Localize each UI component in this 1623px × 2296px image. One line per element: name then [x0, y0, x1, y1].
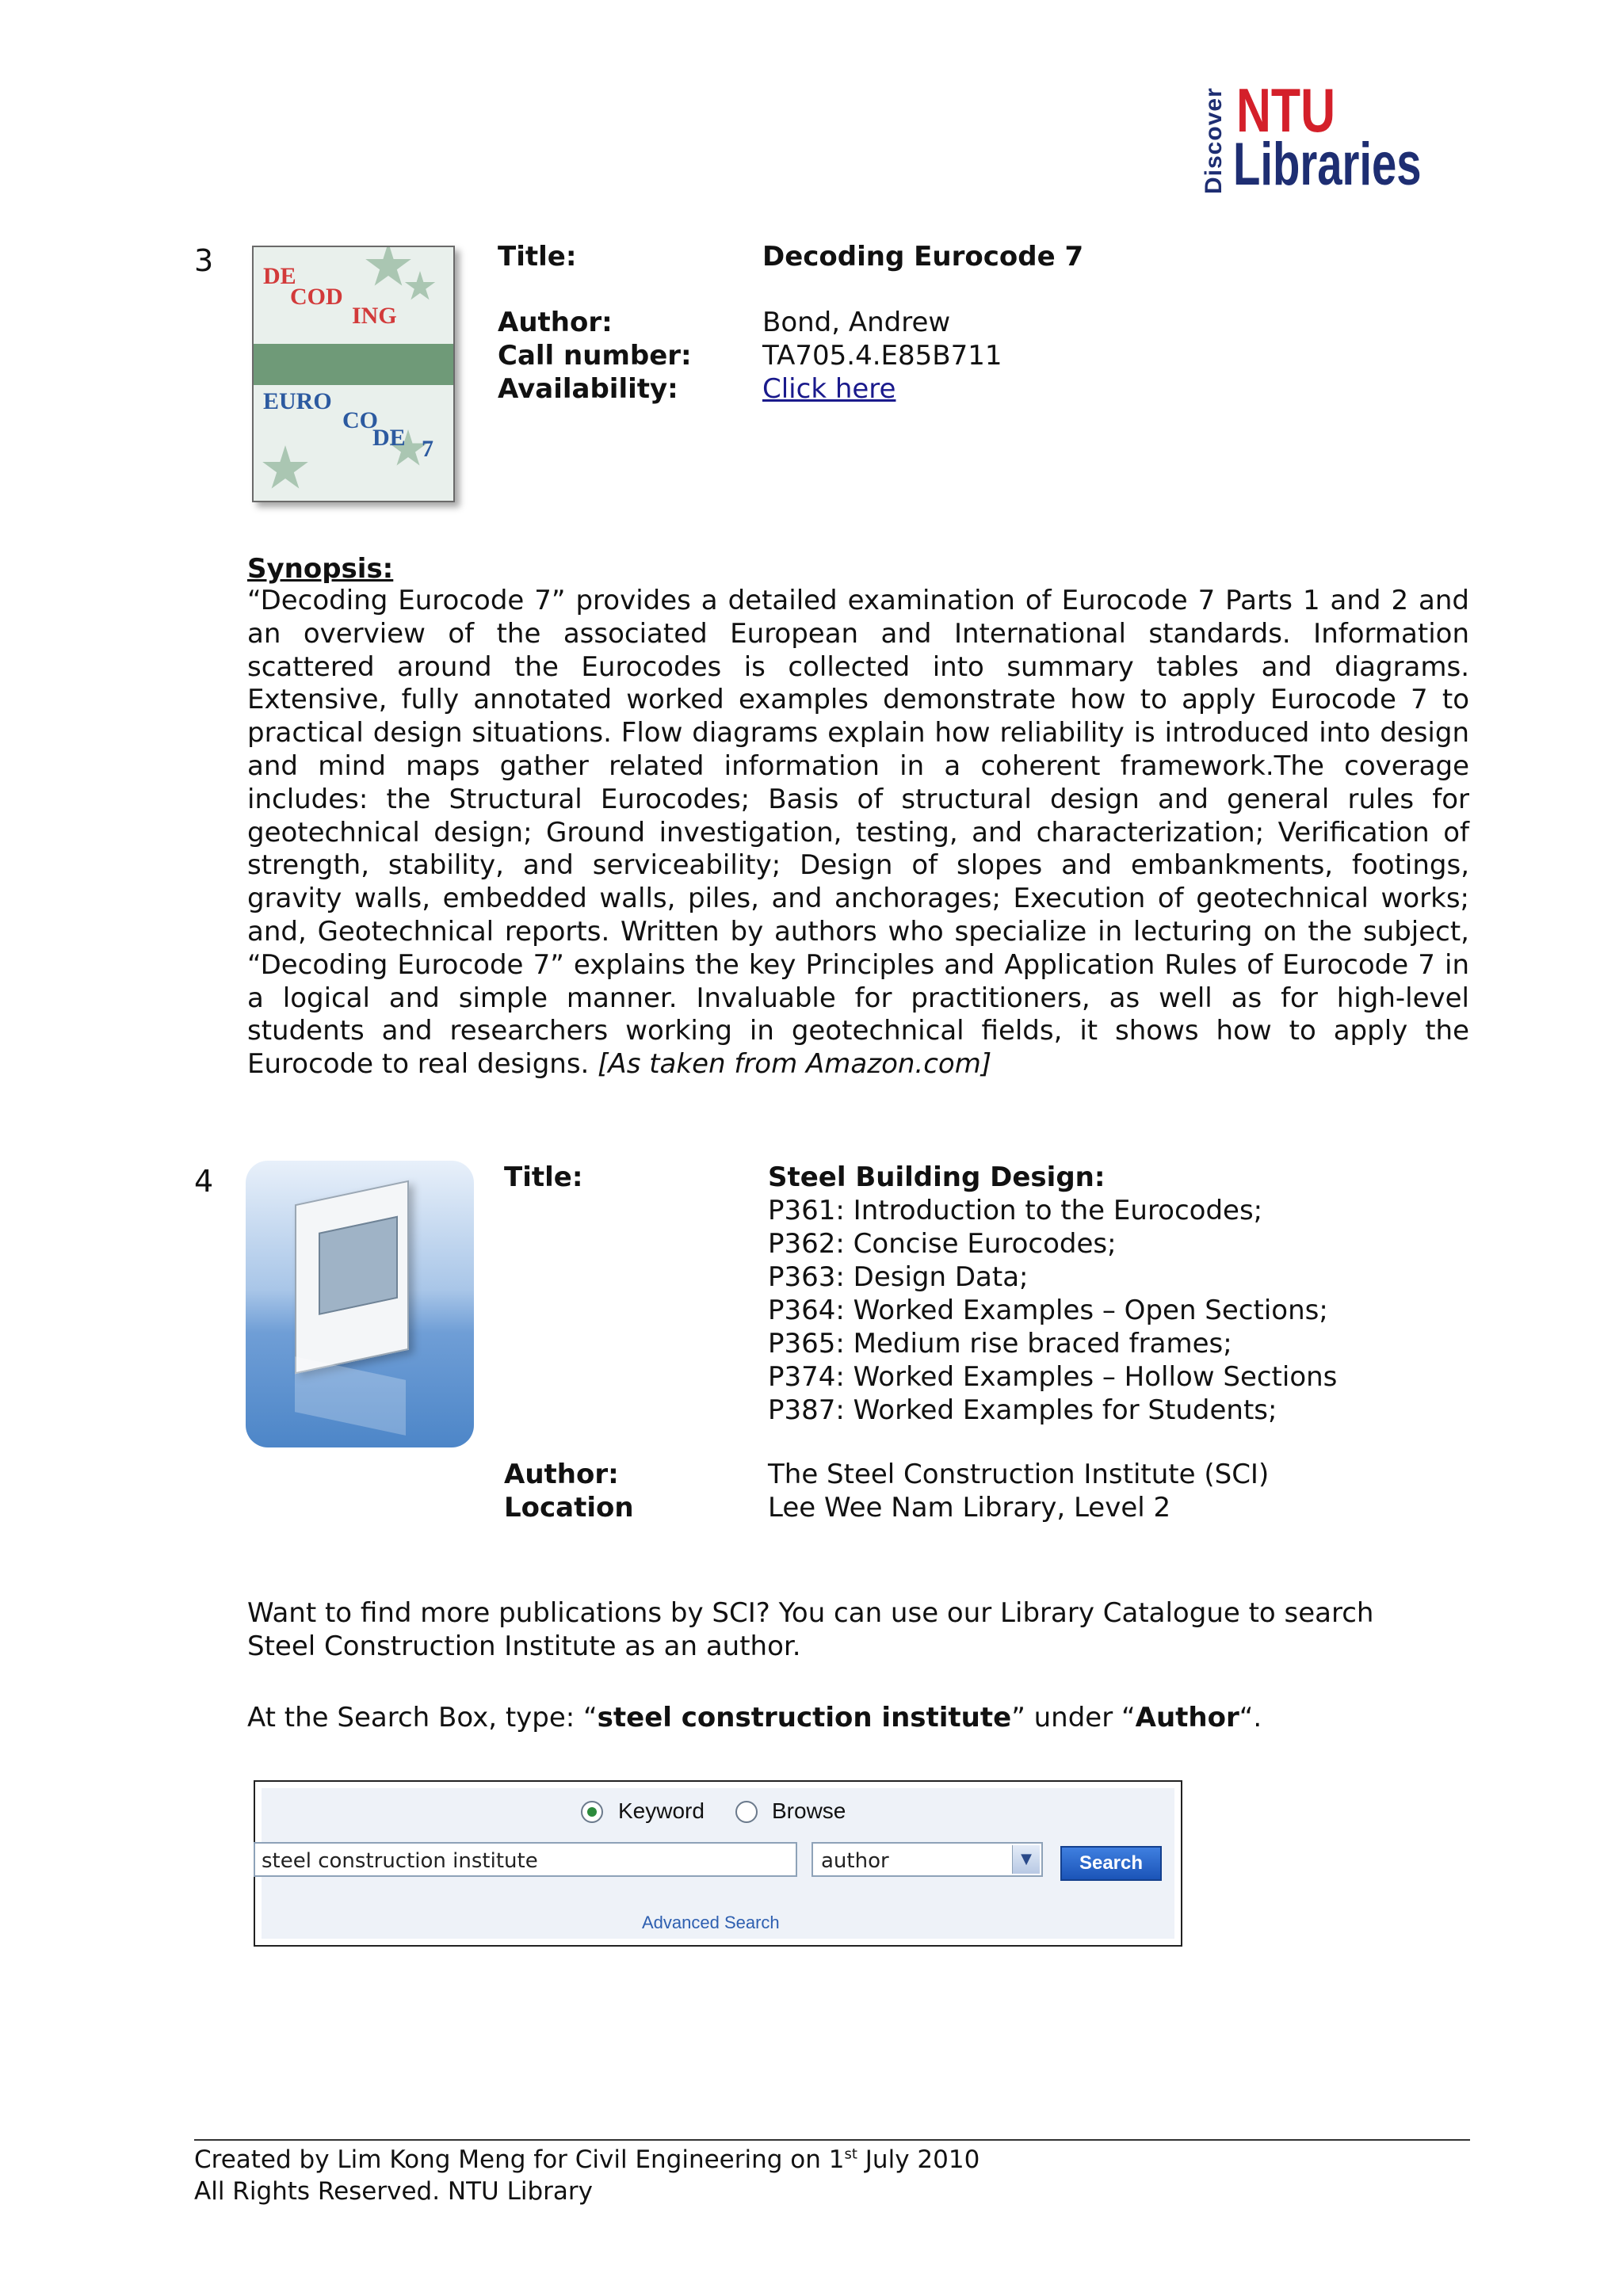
book-author: Bond, Andrew — [762, 307, 951, 338]
availability-label: Availability: — [498, 373, 678, 405]
cover-text: COD — [290, 284, 343, 310]
cover-text: 7 — [422, 436, 433, 462]
search-field-value: author — [821, 1849, 889, 1873]
footer-credit — [194, 2144, 980, 2176]
call-number: TA705.4.E85B711 — [762, 340, 1002, 372]
footer-credit-date: July 2010 — [857, 2145, 980, 2174]
title-label: Title: — [498, 241, 577, 273]
footer-divider — [194, 2139, 1470, 2141]
browse-label: Browse — [772, 1798, 846, 1823]
footer-rights: All Rights Reserved. NTU Library — [194, 2177, 593, 2206]
book-title: Decoding Eurocode 7 — [762, 241, 1084, 273]
cover-text: DE — [263, 263, 296, 289]
instruction-text: At the Search Box, type: “ — [247, 1702, 598, 1733]
cover-text: ING — [352, 303, 397, 329]
browse-radio[interactable] — [735, 1801, 758, 1823]
search-term: steel construction institute — [597, 1702, 1012, 1733]
part-item: P362: Concise Eurocodes; — [768, 1228, 1117, 1260]
location-label: Location — [504, 1492, 634, 1524]
search-input[interactable]: steel construction institute — [254, 1842, 797, 1877]
book-title: Steel Building Design: — [768, 1161, 1106, 1193]
keyword-label: Keyword — [618, 1798, 705, 1823]
cover-text: DE — [372, 425, 406, 451]
title-label: Title: — [504, 1161, 583, 1193]
part-item: P374: Worked Examples – Hollow Sections — [768, 1361, 1338, 1393]
instruction-text: “. — [1239, 1702, 1262, 1733]
author-label: Author: — [498, 307, 613, 338]
synopsis-body: “Decoding Eurocode 7” provides a detailed examination of Eurocode 7 Parts 1 and 2 and an overview of the associated European and International standards. Information scattered around the Eurocodes is collected into summary tables and diagrams. Extensive, fully annotated worked examples demonstrate how to apply Eurocode 7 to practical design situations. Flow diagrams explain how reliability is introduced into design and mind maps gather related information in a coherent framework.The coverage includes: the Structural Eurocodes; Basis of structural design and general rules for geotechnical design; Ground investigation, testing, and characterization; Verification of strength, stability, and serviceability; Design of slopes and embankments, footings, gravity walls, embedded walls, piles, and anchorages; Execution of geotechnical works; and, Geotechnical reports. Written by authors who specialize in lecturing on the subject, “Decoding Eurocode 7” explains the key Principles and Application Rules of Eurocode 7 in a logical and simple manner. Invaluable for practitioners, as well as for high-level students and researchers working in geotechnical fields, it shows how to apply the Eurocode to real designs. — [247, 585, 1469, 1081]
logo-discover-text: Discover — [1201, 87, 1227, 194]
part-item: P363: Design Data; — [768, 1261, 1029, 1293]
part-item: P387: Worked Examples for Students; — [768, 1394, 1277, 1426]
instruction-text: ” under “ — [1011, 1702, 1136, 1733]
author-label: Author: — [504, 1459, 619, 1490]
more-info-text: Steel Construction Institute as an author. — [247, 1630, 801, 1662]
cover-text: CO — [342, 407, 378, 433]
availability-link[interactable]: Click here — [762, 373, 896, 405]
part-item: P365: Medium rise braced frames; — [768, 1328, 1232, 1360]
synopsis-source: [As taken from Amazon.com] — [598, 1048, 992, 1081]
book-location: Lee Wee Nam Library, Level 2 — [768, 1492, 1171, 1524]
synopsis-heading: Synopsis: — [247, 553, 394, 585]
entry-number: 4 — [194, 1164, 214, 1199]
book-cover-steel-building-design — [246, 1161, 474, 1447]
logo-ntu-text: NTU — [1236, 75, 1336, 145]
search-field-name: Author — [1135, 1702, 1239, 1733]
entry-number: 3 — [194, 243, 214, 278]
cover-band — [254, 344, 453, 385]
search-instruction — [247, 1701, 1262, 1734]
book-author: The Steel Construction Institute (SCI) — [768, 1459, 1270, 1490]
search-field-select[interactable] — [812, 1842, 1043, 1877]
advanced-search-link[interactable]: Advanced Search — [642, 1913, 780, 1932]
call-number-label: Call number: — [498, 340, 692, 372]
part-item: P361: Introduction to the Eurocodes; — [768, 1195, 1263, 1226]
synopsis-text — [247, 585, 1469, 1081]
logo-libraries-text: Libraries — [1233, 131, 1422, 198]
footer-credit-text: Created by Lim Kong Meng for Civil Engineering on 1 — [194, 2145, 845, 2174]
part-item: P364: Worked Examples – Open Sections; — [768, 1295, 1328, 1326]
cover-text: EURO — [263, 388, 332, 414]
book-cover-decoding-eurocode — [252, 246, 455, 502]
footer-credit-sup: st — [844, 2145, 857, 2163]
chevron-down-icon: ▼ — [1012, 1845, 1040, 1874]
more-info-text: Want to find more publications by SCI? You can use our Library Catalogue to search — [247, 1597, 1374, 1629]
keyword-radio[interactable] — [581, 1801, 603, 1823]
search-button[interactable]: Search — [1060, 1846, 1162, 1881]
